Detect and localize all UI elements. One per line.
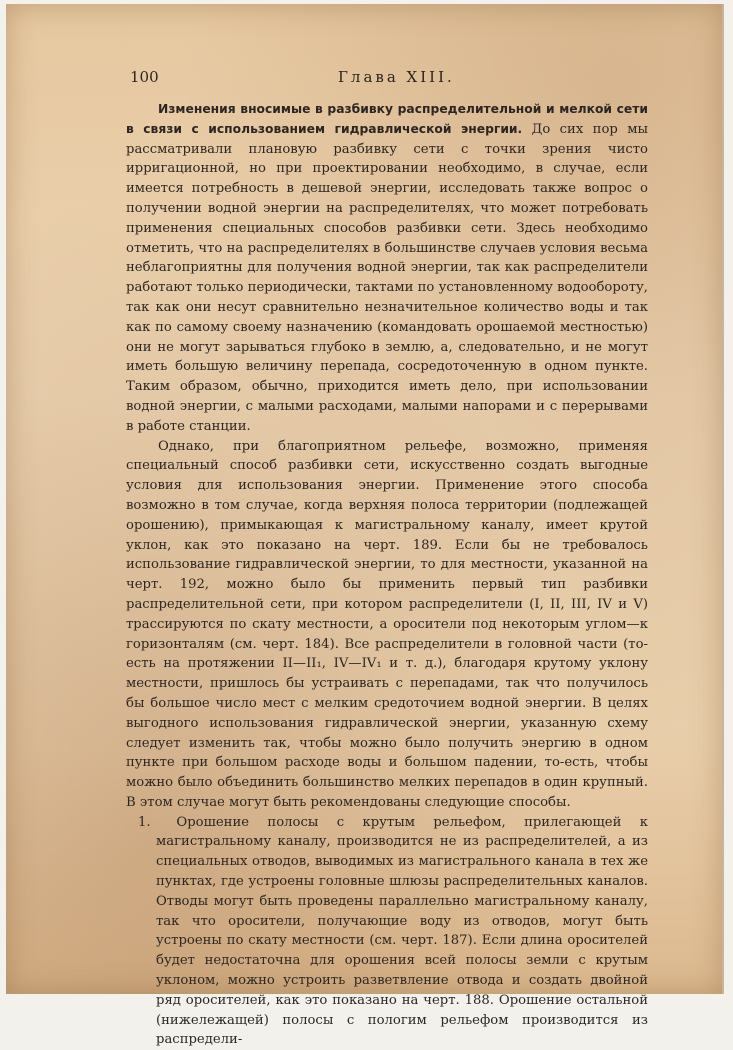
item-text: Орошение полосы с крутым рельефом, прилегающей к магистральному каналу, производится не из распределителей, а из специальных отводов, выводимых из магистрального канала в тех же пунктах, где устроены головные шлюзы распределительных каналов. Отводы могут быть проведены параллельно магистральному каналу, так что оросители, получающие воду из отводов, могут быть устроены по скату местности (см. черт. 187). Если длина оросителей будет недостаточна для орошения всей полосы земли с крутым уклоном, можно устроить разветвление отвода и создать двойной ряд оросителей, как это показано на черт. 188. Орошение остальной (нижележащей) полосы с пологим рельефом производится из распредели- bbox=[156, 814, 648, 1048]
page-header bbox=[130, 68, 670, 90]
paragraph-text: До сих пор мы рассматривали плановую разбивку сети с точки зрения чисто ирригационной, но при проектировании необходимо, в случае, если имеется потребность в дешевой энергии, исследовать также вопрос о получении водной энергии на распределителях, что может потребовать применения специальных способов разбивки сети. Здесь необходимо отметить, что на распределителях в большинстве случаев условия весьма неблагоприятны для получения водной энергии, так как распределители работают только периодически, тактами по установленному водообороту, так как они несут сравнительно незначительное количество воды и так как по самому своему назначению (командовать орошаемой местностью) они не могут зарываться глубоко в землю, а, следовательно, и не могут иметь большую величину перепада, сосредоточенную в одном пункте. Таким образом, обычно, приходится иметь дело, при использовании водной энергии, с малыми расходами, малыми напорами и с перерывами в работе станции. bbox=[126, 121, 648, 434]
chapter-title: Глава XIII. bbox=[338, 68, 455, 86]
section-heading: Изменения вносимые в разбивку распределительной и мелкой сети в связи с использованием гидравлической энергии. bbox=[126, 102, 648, 136]
body-text bbox=[126, 100, 648, 1050]
numbered-item bbox=[138, 813, 648, 1050]
paragraph bbox=[126, 100, 648, 437]
item-number: 1. bbox=[138, 814, 151, 830]
book-page bbox=[6, 4, 722, 1048]
paragraph: Однако, при благоприятном рельефе, возможно, применяя специальный способ разбивки сети, искусственно создать выгодные условия для использования энергии. Применение этого способа возможно в том случае, когда верхняя полоса территории (подлежащей орошению), примыкающая к магистральному каналу, имеет крутой уклон, как это показано на черт. 189. Если бы не требовалось использование гидравлической энергии, то для местности, указанной на черт. 192, можно было бы применить первый тип разбивки распределительной сети, при котором распределители (I, II, III, IV и V) трассируются по скату местности, а оросители под некоторым углом—к горизонталям (см. черт. 184). Все распределители в головной части (то-есть на протяжении II—II₁, IV—IV₁ и т. д.), благодаря крутому уклону местности, пришлось бы устраивать с перепадами, так что получилось бы большое число мест с мелким средоточием водной энергии. В целях выгодного использования гидравлической энергии, указанную схему следует изменить так, чтобы можно было получить энергию в одном пункте при большом расходе воды и большом падении, то-есть, чтобы можно было объединить большинство мелких перепадов в один крупный. В этом случае могут быть рекомендованы следующие способы. bbox=[126, 438, 648, 810]
page-number: 100 bbox=[130, 68, 159, 86]
